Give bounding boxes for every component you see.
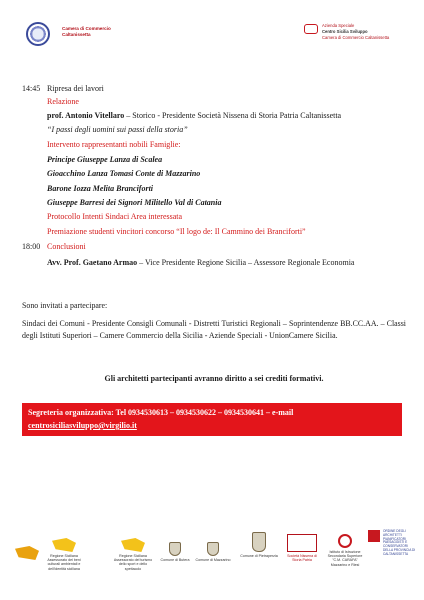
secretariat-email-link[interactable]: centrosiciliasviluppo@virgilio.it [28,421,137,430]
conclusioni-heading: Conclusioni [47,242,86,251]
logo-regione-1 [44,538,84,571]
chamber-of-commerce-logo [26,22,136,48]
time-1445: 14:45 [22,84,41,93]
centro-logo-text [322,23,398,41]
sicily-emblem-icon [121,538,145,552]
logo-istituto-text: Istituto di Istruzione Secondaria Superiore "C.M. CARAFA" Mazzarino e Riesi [327,550,363,567]
time-1800: 18:00 [22,242,41,251]
republic-emblem-icon [338,534,352,548]
trinacria-icon [15,546,39,560]
logo-pietraperzia [236,532,282,558]
chamber-logo-line1: Camera di Commercio [62,26,111,31]
logo-mazzarino [193,542,233,562]
premiazione: Premiazione studenti vincitori concorso “Il logo de: Il Cammino dei Branciforti” [47,227,306,236]
relazione-heading: Relazione [47,97,79,106]
speaker-vitellaro [47,111,341,121]
sicily-emblem-icon [52,538,76,552]
nobile-3: Barone Iozza Melita Branciforti [47,184,154,193]
chamber-logo-line2: Caltanissetta [62,32,91,37]
speaker-armao [47,258,354,268]
credits-notice: Gli architetti partecipanti avranno diritto a sei crediti formativi. [104,374,324,383]
logo-butera-text: Comune di Butera [160,558,190,562]
logo-butera [160,542,190,562]
nobili-intro: Intervento rappresentanti nobili Famiglie: [47,140,181,149]
nobile-1: Principe Giuseppe Lanza di Scalea [47,155,163,164]
logo-storia-patria [284,534,320,562]
chamber-seal-icon [26,22,50,46]
speaker-armao-name: Avv. Prof. Gaetano Armao [47,258,138,267]
mazzarino-crest-icon [207,542,219,556]
secretariat-label: Segreteria organizzativa: Tel 0934530613 – 0934530622 – 0934530641 – e-mail [28,408,294,417]
nobile-4: Giuseppe Barresi dei Signori Militello Val di Catania [47,198,222,207]
nobile-2: Gioacchino Lanza Tomasi Conte di Mazzarino [47,169,201,178]
centro-logo-line1: Azienda Speciale [322,23,355,28]
storia-patria-frame-icon [287,534,317,552]
butera-crest-icon [169,542,181,556]
speaker-vitellaro-name: prof. Antonio Vitellaro [47,111,125,120]
pietraperzia-crest-icon [252,532,266,552]
logo-regione-beni-culturali [10,546,44,562]
ripresa-lavori: Ripresa dei lavori [47,84,104,93]
talk-title: “I passi degli uomini sui passi della storia” [47,125,188,134]
invited-intro: Sono invitati a partecipare: [22,301,108,310]
logo-regione-2 [113,538,153,571]
secretariat-box [22,403,402,436]
centro-logo-line3: Camera di Commercio Caltanissetta [322,35,390,40]
logo-regione-2-text: Regione Siciliana Assessorato del turismo dello sport e dello spettacolo [113,554,153,571]
protocollo: Protocollo Intenti Sindaci Area interessata [47,212,183,221]
invited-list: Sindaci dei Comuni - Presidente Consigli Comunali - Distretti Turistici Regionali – Soprintendenze BB.CC.AA. – Classi degli Istituti Superiori – Camere Commercio della Sicilia - Aziende Speciali - UnionCamere Sicilia. [22,319,406,340]
centro-logo-mark-icon [304,24,318,34]
ordine-square-icon [368,530,380,542]
logo-istituto [324,534,366,567]
speaker-vitellaro-role: – Storico - Presidente Società Nissena di Storia Patria Caltanissetta [124,111,342,120]
centro-sicilia-sviluppo-logo [298,20,398,52]
logo-regione-1-text: Regione Siciliana Assessorato dei beni culturali ambientali e dell'identità siciliana [47,554,81,571]
logo-storia-patria-text: Società Nissena di Storia Patria [287,554,317,563]
chamber-logo-text [62,26,111,38]
logo-pietraperzia-text: Comune di Pietraperzia [240,554,278,558]
speaker-armao-role: – Vice Presidente Regione Sicilia – Assessore Regionale Economia [137,258,355,267]
logo-mazzarino-text: Comune di Mazzarino [195,558,231,562]
logo-ordine-text: ORDINE DEGLI ARCHITETTI PIANIFICATORI PAESAGGISTI E CONSERVATORI DELLA PROVINCIA DI CALTANISSETTA [383,529,416,556]
logo-ordine-architetti [368,530,418,557]
centro-logo-line2: Centro Sicilia Sviluppo [322,29,368,34]
